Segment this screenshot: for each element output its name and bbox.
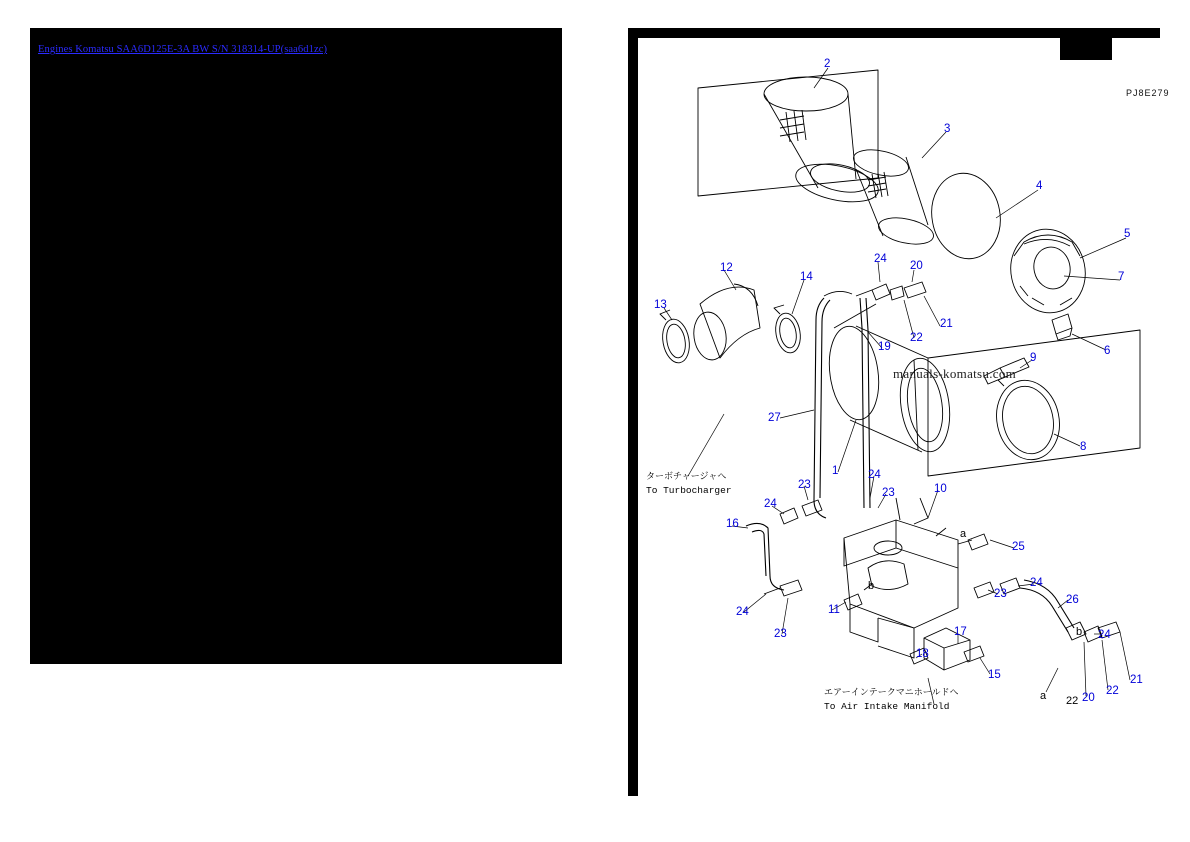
callout-number: 23 (882, 487, 895, 499)
callout-number: 26 (1066, 594, 1079, 606)
callout-number: 20 (910, 260, 923, 272)
callout-number: 16 (726, 518, 739, 530)
callout-number: 19 (878, 341, 891, 353)
callout-number: 24 (736, 606, 749, 618)
callout-letter: a (960, 528, 967, 540)
exploded-diagram-artwork (628, 28, 1160, 796)
callout-number: 23 (994, 588, 1007, 600)
frame-left-bar (628, 28, 638, 796)
callout-letter: b (868, 580, 875, 592)
callout-number: 3 (944, 123, 951, 135)
callout-number: 24 (1030, 577, 1043, 589)
site-watermark: manuals-komatsu.com (893, 366, 1017, 381)
callout-number: 23 (798, 479, 811, 491)
callout-number: 24 (764, 498, 777, 510)
callout-letter: 22 (1066, 695, 1079, 707)
callout-number: 18 (916, 648, 929, 660)
callout-number: 21 (1130, 674, 1143, 686)
callout-number: 14 (800, 271, 813, 283)
callout-letter: a (1040, 690, 1047, 702)
parts-diagram-panel (628, 28, 1170, 796)
callout-number: 24 (874, 253, 887, 265)
callout-number: 6 (1104, 345, 1111, 357)
callout-number: 27 (768, 412, 781, 424)
callout-number: 7 (1118, 271, 1125, 283)
callout-number: 22 (910, 332, 923, 344)
callout-number: 15 (988, 669, 1001, 681)
intake-manifold-label-jp: エアーインテークマニホールドへ (824, 688, 959, 698)
callout-number: 11 (828, 604, 840, 616)
callout-letter: b (1076, 626, 1083, 638)
callout-number: 2 (824, 58, 831, 70)
turbocharger-label-jp: ターボチャージャへ (646, 472, 727, 482)
left-thumbnail-panel (30, 28, 562, 664)
callout-number: 10 (934, 483, 947, 495)
callout-number: 23 (774, 628, 787, 640)
parts-catalog-link[interactable]: Engines Komatsu SAA6D125E-3A BW S/N 318314-UP(saa6d1zc) (38, 44, 328, 55)
callout-number: 25 (1012, 541, 1025, 553)
callout-number: 13 (654, 299, 667, 311)
callout-number: 24 (868, 469, 881, 481)
frame-corner-block (1060, 38, 1112, 60)
callout-number: 17 (954, 626, 967, 638)
frame-top-bar (628, 28, 1160, 38)
callout-number: 8 (1080, 441, 1087, 453)
intake-manifold-label-en: To Air Intake Manifold (824, 701, 950, 712)
callout-number: 20 (1082, 692, 1095, 704)
callout-number: 5 (1124, 228, 1131, 240)
callout-number: 24 (1098, 629, 1111, 641)
callout-number: 9 (1030, 352, 1037, 364)
page-code-label: PJ8E279 (1126, 88, 1170, 98)
callout-number: 22 (1106, 685, 1119, 697)
callout-number: 4 (1036, 180, 1043, 192)
callout-number: 1 (832, 465, 839, 477)
turbocharger-label-en: To Turbocharger (646, 485, 732, 496)
callout-number: 21 (940, 318, 953, 330)
callout-number: 12 (720, 262, 733, 274)
